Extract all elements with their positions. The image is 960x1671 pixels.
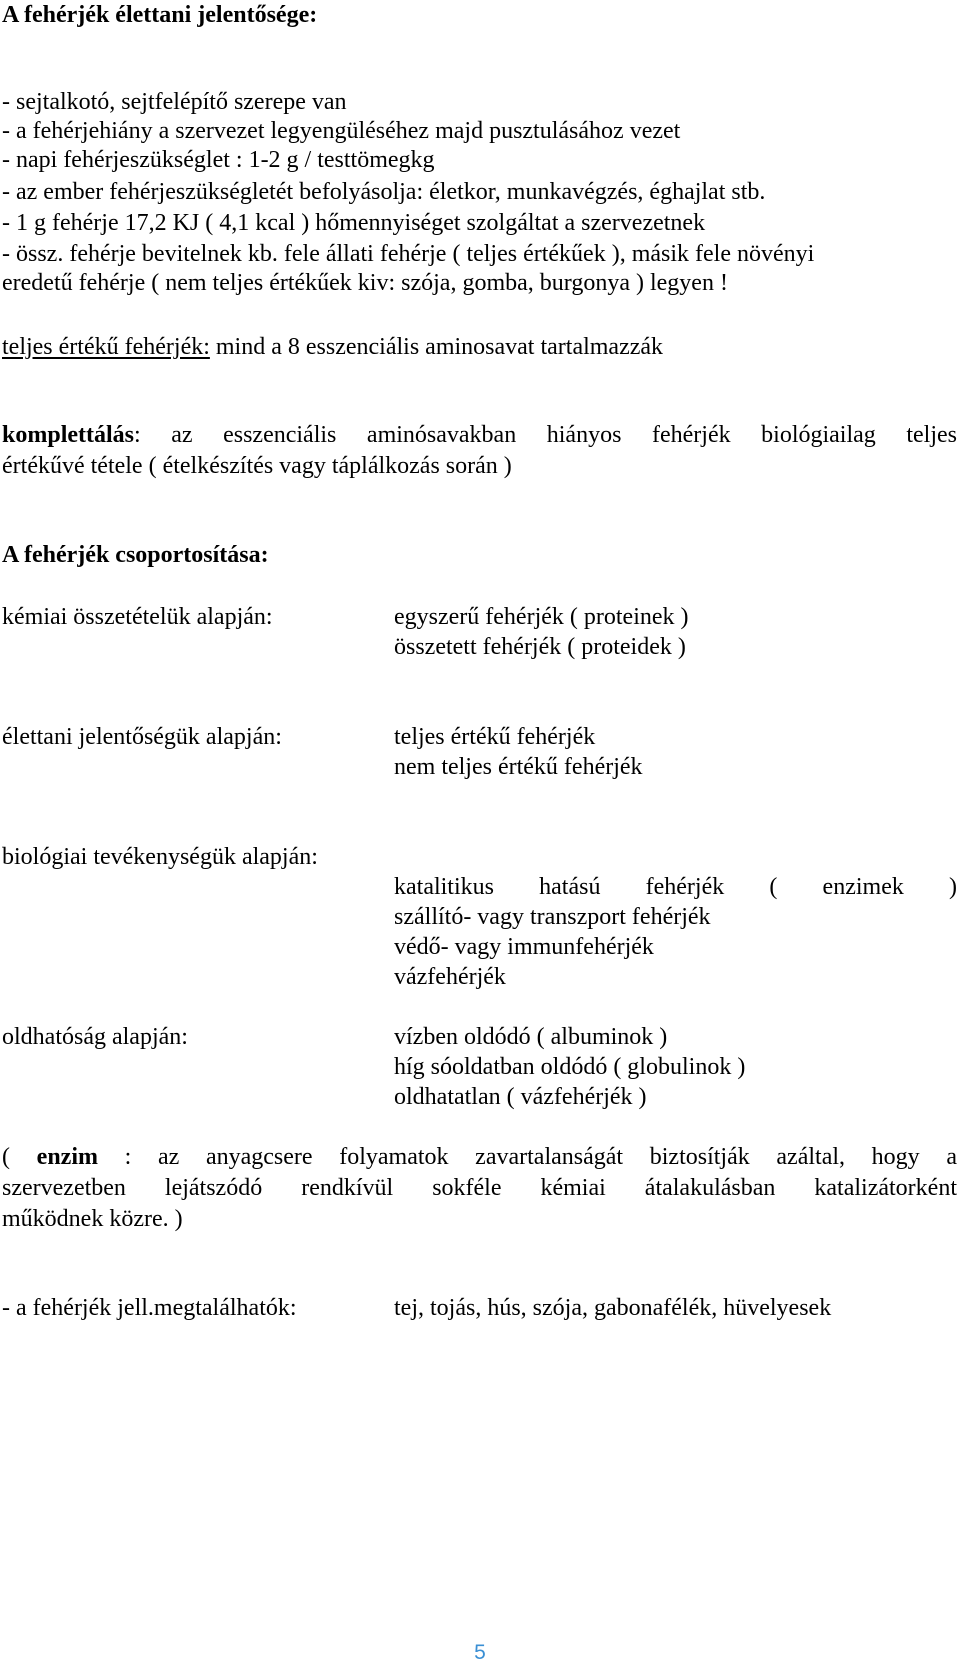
group-item-oldhatosag-2: híg sóoldatban oldódó ( globulinok ): [394, 1054, 746, 1080]
bullet-4: - az ember fehérjeszükségletét befolyásolja: életkor, munkavégzés, éghajlat stb.: [2, 179, 766, 205]
group-item-kemiai-1: egyszerű fehérjék ( proteinek ): [394, 604, 689, 630]
komplettalas-term: komplettálás: [2, 422, 134, 448]
group-item-biologiai-2: szállító- vagy transzport fehérjék: [394, 904, 711, 930]
bullet-1: - sejtalkotó, sejtfelépítő szerepe van: [2, 89, 347, 115]
group-label-biologiai: biológiai tevékenységük alapján:: [2, 844, 318, 870]
bullet-6: - össz. fehérje bevitelnek kb. fele állati fehérje ( teljes értékűek ), másik fele növényi: [2, 241, 815, 267]
page-number: 5: [474, 1641, 486, 1664]
enzim-paragraph: [2, 1142, 957, 1235]
teljes-erteku-definition: [2, 332, 663, 363]
group-label-oldhatosag: oldhatóság alapján:: [2, 1024, 188, 1050]
heading-csoportositas: A fehérjék csoportosítása:: [2, 542, 269, 568]
group-label-kemiai: kémiai összetételük alapján:: [2, 604, 273, 630]
bullet-3: - napi fehérjeszükséglet : 1-2 g / testtömegkg: [2, 147, 435, 173]
group-label-elettani: élettani jelentőségük alapján:: [2, 724, 282, 750]
group-item-elettani-1: teljes értékű fehérjék: [394, 724, 596, 750]
enzim-line-3: működnek közre. ): [2, 1206, 183, 1232]
group-item-biologiai-3: védő- vagy immunfehérjék: [394, 934, 654, 960]
group-item-kemiai-2: összetett fehérjék ( proteidek ): [394, 634, 686, 660]
group-item-elettani-2: nem teljes értékű fehérjék: [394, 754, 643, 780]
komplettalas-paragraph: [2, 420, 957, 482]
megtalalhatok-label: - a fehérjék jell.megtalálhatók:: [2, 1295, 297, 1321]
komplettalas-text: : az esszenciális aminósavakban hiányos fehérjék biológiailag teljes: [134, 422, 957, 448]
enzim-term: enzim: [36, 1144, 98, 1170]
enzim-text: : az anyagcsere folyamatok zavartalanságát biztosítják azáltal, hogy a: [97, 1144, 957, 1170]
bullet-5: - 1 g fehérje 17,2 KJ ( 4,1 kcal ) hőmennyiséget szolgáltat a szervezetnek: [2, 210, 706, 236]
teljes-erteku-text: mind a 8 esszenciális aminosavat tartalmazzák: [209, 334, 664, 360]
group-item-biologiai-1: katalitikus hatású fehérjék ( enzimek ): [394, 874, 957, 900]
teljes-erteku-term: teljes értékű fehérjék:: [2, 334, 210, 360]
group-item-oldhatosag-3: oldhatatlan ( vázfehérjék ): [394, 1084, 647, 1110]
bullet-2: - a fehérjehiány a szervezet legyengüléséhez majd pusztulásához vezet: [2, 118, 681, 144]
bullet-6-continued: eredetű fehérje ( nem teljes értékűek kiv: szója, gomba, burgonya ) legyen !: [2, 270, 728, 296]
komplettalas-line-1: [2, 420, 957, 451]
group-item-biologiai-4: vázfehérjék: [394, 964, 506, 990]
enzim-open-paren: (: [2, 1144, 37, 1170]
megtalalhatok-value: tej, tojás, hús, szója, gabonafélék, hüvelyesek: [394, 1295, 832, 1321]
enzim-line-2: szervezetben lejátszódó rendkívül sokféle kémiai átalakulásban katalizátorként: [2, 1175, 957, 1201]
heading-elettani-jelentoseg: A fehérjék élettani jelentősége:: [2, 2, 318, 28]
group-item-oldhatosag-1: vízben oldódó ( albuminok ): [394, 1024, 668, 1050]
enzim-line-1: [2, 1142, 957, 1173]
komplettalas-line-2: értékűvé tétele ( ételkészítés vagy táplálkozás során ): [2, 453, 512, 479]
